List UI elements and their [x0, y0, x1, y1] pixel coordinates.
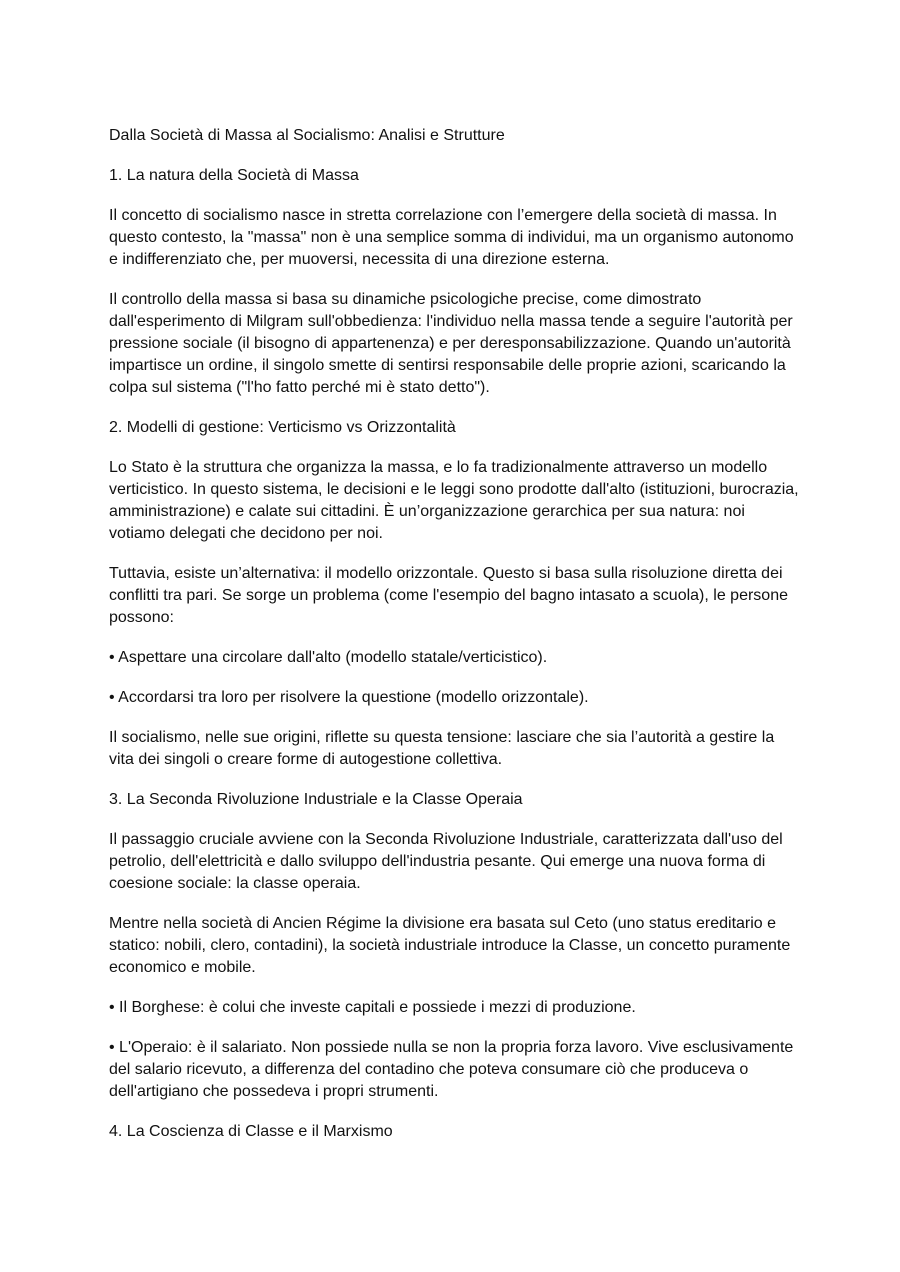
section-3-paragraph-2: Mentre nella società di Ancien Régime la divisione era basata sul Ceto (uno status ereditario e statico: nobili, clero, contadini), la società industriale introduce la Classe, un concetto puramente economico e mobile. [109, 915, 791, 976]
document-page [109, 125, 799, 1161]
section-3-heading: 3. La Seconda Rivoluzione Industriale e la Classe Operaia [109, 791, 523, 808]
section-1-heading: 1. La natura della Società di Massa [109, 167, 359, 184]
section-4-heading: 4. La Coscienza di Classe e il Marxismo [109, 1123, 393, 1140]
document-title: Dalla Società di Massa al Socialismo: Analisi e Strutture [109, 127, 505, 144]
section-1-paragraph-1: Il concetto di socialismo nasce in stretta correlazione con l’emergere della società di massa. In questo contesto, la "massa" non è una semplice somma di individui, ma un organismo autonomo e indifferenziato che, per muoversi, necessita di una direzione esterna. [109, 207, 794, 268]
section-2-paragraph-3: Il socialismo, nelle sue origini, riflette su questa tensione: lasciare che sia l’autorità a gestire la vita dei singoli o creare forme di autogestione collettiva. [109, 729, 775, 768]
section-2-paragraph-2: Tuttavia, esiste un’alternativa: il modello orizzontale. Questo si basa sulla risoluzione diretta dei conflitti tra pari. Se sorge un problema (come l'esempio del bagno intasato a scuola), le persone possono: [109, 565, 788, 626]
section-3-bullet-2: • L'Operaio: è il salariato. Non possiede nulla se non la propria forza lavoro. Vive esclusivamente del salario ricevuto, a differenza del contadino che poteva consumare ciò che produceva o dell'artigiano che possedeva i propri strumenti. [109, 1039, 794, 1100]
section-3-bullet-1: • Il Borghese: è colui che investe capitali e possiede i mezzi di produzione. [109, 999, 636, 1016]
section-2-heading: 2. Modelli di gestione: Verticismo vs Orizzontalità [109, 419, 456, 436]
section-2-bullet-2: • Accordarsi tra loro per risolvere la questione (modello orizzontale). [109, 689, 589, 706]
section-1-paragraph-2: Il controllo della massa si basa su dinamiche psicologiche precise, come dimostrato dall'esperimento di Milgram sull'obbedienza: l'individuo nella massa tende a seguire l'autorità per pressione sociale (il bisogno di appartenenza) e per deresponsabilizzazione. Quando un'autorità impartisce un ordine, il singolo smette di sentirsi responsabile delle proprie azioni, scaricando la colpa sul sistema ("l'ho fatto perché mi è stato detto"). [109, 291, 793, 396]
section-2-paragraph-1: Lo Stato è la struttura che organizza la massa, e lo fa tradizionalmente attraverso un modello verticistico. In questo sistema, le decisioni e le leggi sono prodotte dall'alto (istituzioni, burocrazia, amministrazione) e calate sui cittadini. È un’organizzazione gerarchica per sua natura: noi votiamo delegati che decidono per noi. [109, 459, 799, 542]
section-2-bullet-1: • Aspettare una circolare dall'alto (modello statale/verticistico). [109, 649, 548, 666]
section-3-paragraph-1: Il passaggio cruciale avviene con la Seconda Rivoluzione Industriale, caratterizzata dall'uso del petrolio, dell'elettricità e dallo sviluppo dell'industria pesante. Qui emerge una nuova forma di coesione sociale: la classe operaia. [109, 831, 783, 892]
